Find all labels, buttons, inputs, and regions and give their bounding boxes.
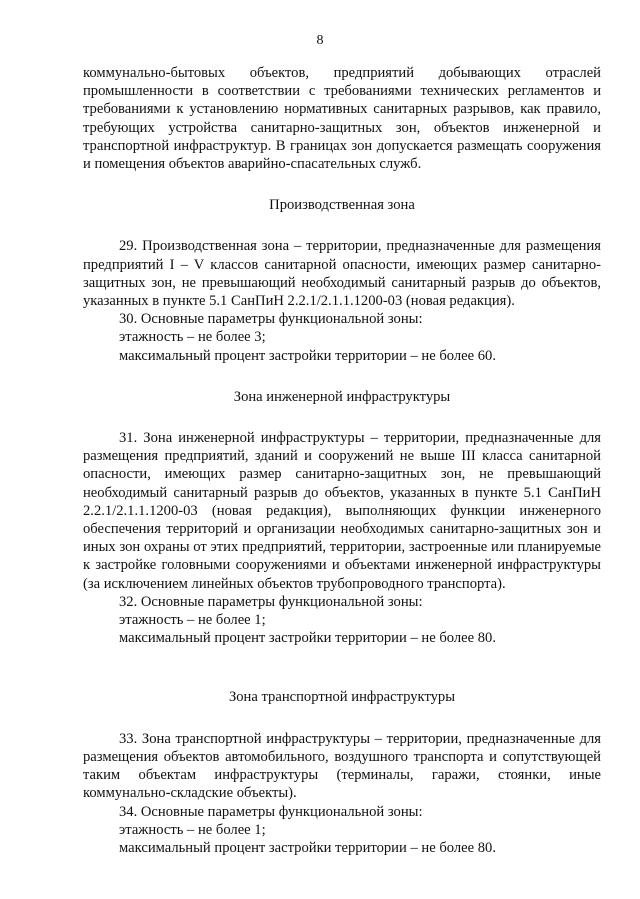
section-definition-transport-zone: 33. Зона транспортной инфраструктуры – территории, предназначенные для размещения объектов автомобильного, воздушного транспорта и сопутствующей таким объектам инфраструктуры (терминалы, гаражи, стоянки, иные коммунально-складские объекты). — [83, 730, 601, 802]
document-body — [83, 64, 601, 857]
param-coverage-transport-zone: максимальный процент застройки территории – не более 80. — [119, 839, 496, 856]
param-floors-engineering-zone: этажность – не более 1; — [119, 612, 266, 629]
param-coverage-production-zone: максимальный процент застройки территории – не более 60. — [119, 347, 496, 364]
params-title-production-zone: 30. Основные параметры функциональной зоны: — [119, 311, 423, 328]
intro-paragraph: коммунально-бытовых объектов, предприятий добывающих отраслей промышленности в соответствии с требованиями технических регламентов и требованиями к установлению нормативных санитарных разрывов, как правило, требующих устройства санитарно-защитных зон, объектов инженерной и транспортной инфраструктур. В границах зон допускается размещать сооружения и помещения объектов аварийно-спасательных служб. — [83, 65, 601, 173]
section-definition-production-zone: 29. Производственная зона – территории, предназначенные для размещения предприятий I – V классов санитарной опасности, имеющих размер санитарно-защитных зон, не превышающий необходимый санитарный разрыв до объектов, указанных в пункте 5.1 СанПиН 2.2.1/2.1.1.1200-03 (новая редакция). — [83, 238, 601, 310]
section-heading-production-zone: Производственная зона — [269, 197, 415, 214]
param-floors-transport-zone: этажность – не более 1; — [119, 821, 266, 838]
section-definition-engineering-zone: 31. Зона инженерной инфраструктуры – территории, предназначенные для размещения предприятий, зданий и сооружений не выше III класса санитарной опасности, имеющих размер санитарно-защитных зон, не превышающий необходимый санитарный разрыв до объектов, указанных в пункте 5.1 СанПиН 2.2.1/2.1.1.1200-03 (новая редакция), выполняющих функции инженерного обеспечения территорий и организации необходимых санитарно-защитных зон и иных зон охраны от этих предприятий, территории, застроенные или планируемые к застройке головными сооружениями и объектами инженерной инфраструктуры (за исключением линейных объектов трубопроводного транспорта). — [83, 430, 601, 592]
params-title-transport-zone: 34. Основные параметры функциональной зоны: — [119, 803, 423, 820]
param-floors-production-zone: этажность – не более 3; — [119, 329, 266, 346]
page-number: 8 — [316, 33, 324, 48]
section-heading-transport-zone: Зона транспортной инфраструктуры — [228, 689, 456, 706]
param-coverage-engineering-zone: максимальный процент застройки территории – не более 80. — [119, 630, 496, 647]
section-heading-engineering-zone: Зона инженерной инфраструктуры — [233, 388, 451, 405]
params-title-engineering-zone: 32. Основные параметры функциональной зоны: — [119, 593, 423, 610]
